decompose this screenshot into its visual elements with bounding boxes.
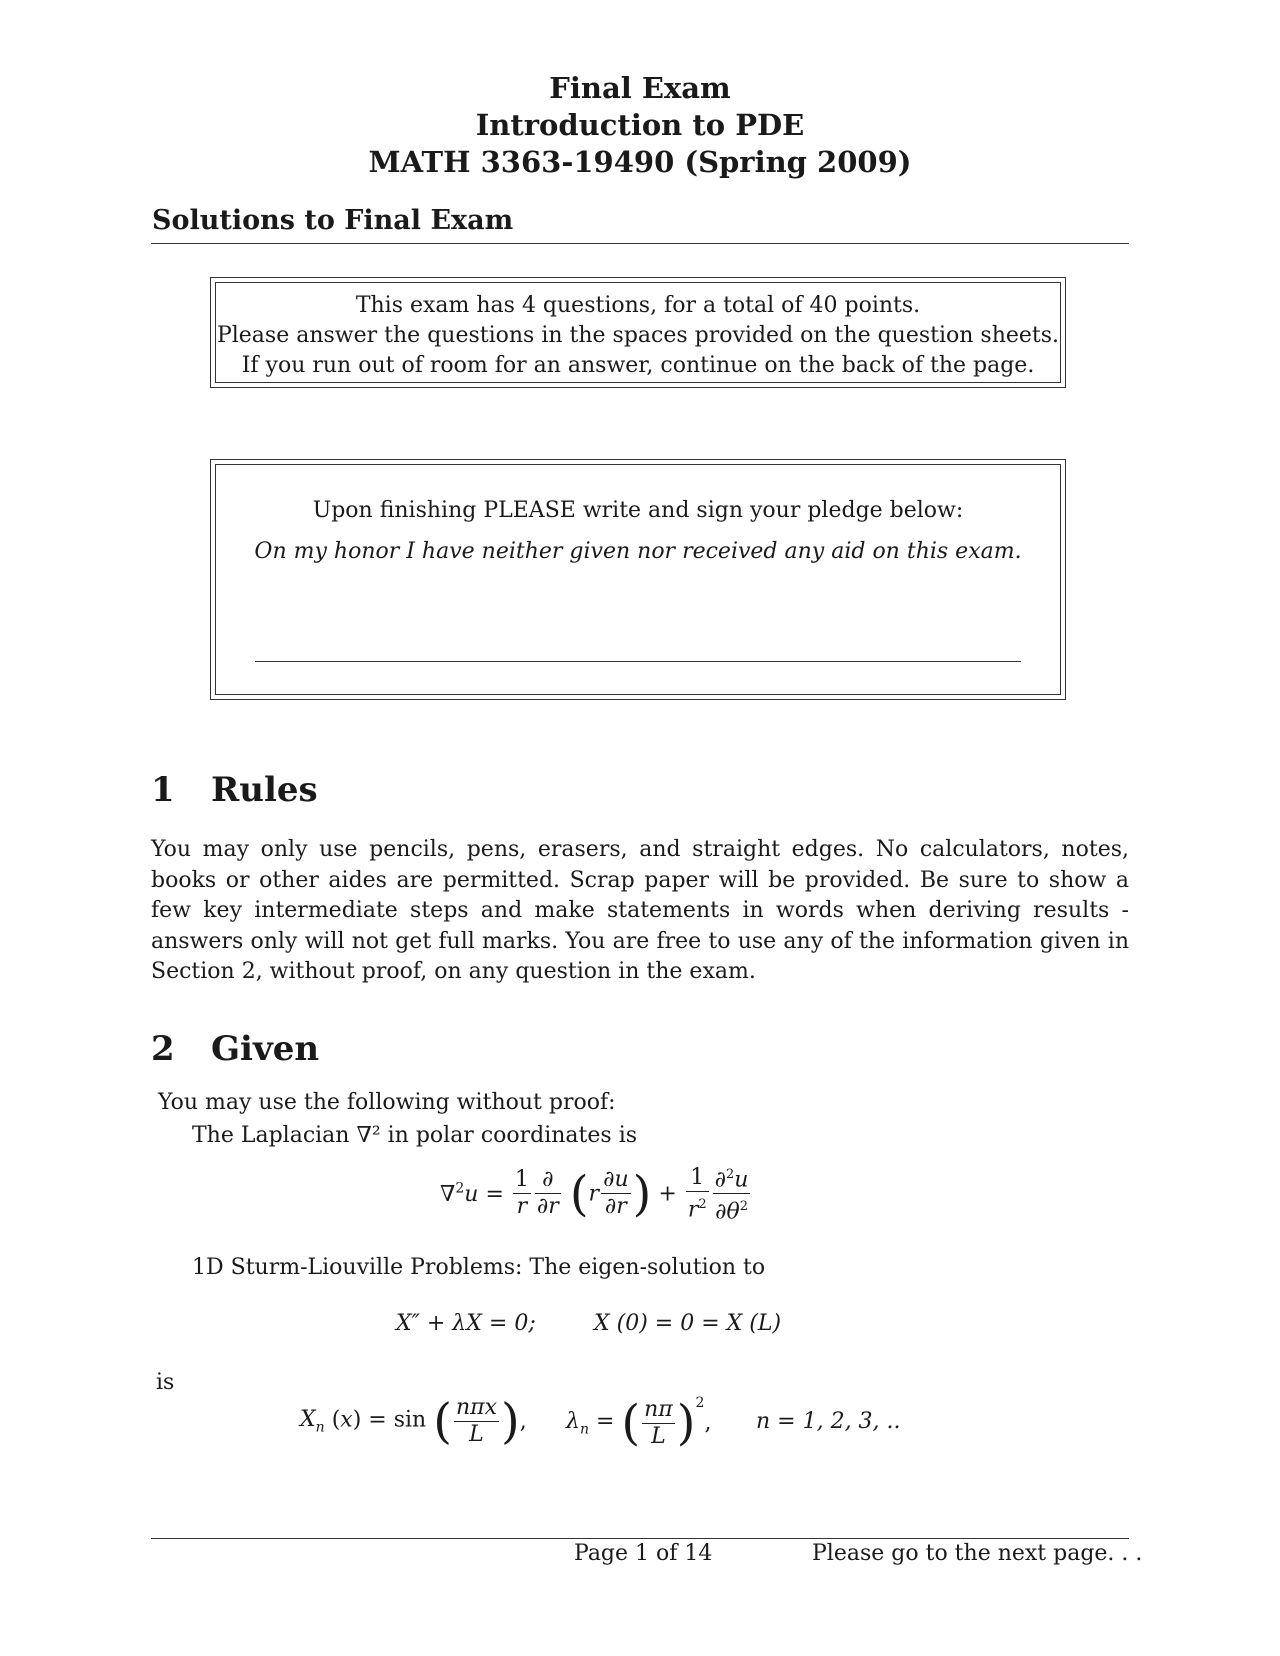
title-line-1: Final Exam bbox=[549, 71, 731, 105]
subtitle-rule bbox=[151, 243, 1129, 244]
pledge-instruction: Upon finishing PLEASE write and sign your pledge below: bbox=[312, 498, 964, 523]
section-2-number: 2 bbox=[151, 1029, 175, 1069]
section-1-heading bbox=[151, 770, 318, 810]
exam-title bbox=[0, 70, 1280, 181]
section-1-title: Rules bbox=[211, 770, 318, 810]
sturm-liouville-text: 1D Sturm-Liouville Problems: The eigen-solution to bbox=[192, 1255, 766, 1280]
section-2-title: Given bbox=[211, 1029, 320, 1069]
eigenvalue: $\lambda_n$ = ( $\frac{n\pi}{L}$ )$^2$, bbox=[566, 1395, 712, 1451]
info-box bbox=[210, 277, 1066, 388]
laplacian-text: The Laplacian ∇² in polar coordinates is bbox=[192, 1123, 638, 1148]
subtitle: Solutions to Final Exam bbox=[152, 205, 514, 236]
sl-ode: X″ + λX = 0; bbox=[396, 1311, 536, 1336]
signature-line[interactable] bbox=[255, 661, 1021, 662]
section-1-number: 1 bbox=[151, 770, 175, 810]
rules-paragraph: You may only use pencils, pens, erasers, and straight edges. No calculators, notes, books or other aides are permitted. Scrap paper will be provided. Be sure to show a few key intermediate steps and make statements in words when deriving results - answers only will not get full marks. You are free to use any of the information given in Section 2, without proof, on any question in the exam. bbox=[151, 837, 1129, 984]
title-line-2: Introduction to PDE bbox=[475, 108, 805, 142]
title-line-3: MATH 3363-19490 (Spring 2009) bbox=[368, 145, 912, 179]
section-2-heading bbox=[151, 1029, 319, 1069]
given-intro: You may use the following without proof: bbox=[158, 1090, 616, 1115]
info-line-3: If you run out of room for an answer, continue on the back of the page. bbox=[241, 353, 1035, 378]
page-number: Page 1 of 14 bbox=[574, 1541, 713, 1566]
info-line-1: This exam has 4 questions, for a total of 40 points. bbox=[355, 293, 921, 318]
eigenfunction: $X_n$ (x) = sin ( $\frac{\text{nπx}}{L}$ ), bbox=[300, 1393, 527, 1450]
laplacian-equation: ∇$^2$u = $\frac{1}{r}$ $\frac{\partial}{\partial r}$ (r $\frac{\partial u}{\partial r}$ ) + $\frac{1}{r^2}$ $\frac{\partial^2u}{\partial\theta^2}$ bbox=[440, 1162, 752, 1226]
sl-boundary-conditions: X (0) = 0 = X (L) bbox=[594, 1311, 782, 1336]
info-line-2: Please answer the questions in the spaces provided on the question sheets. bbox=[216, 323, 1060, 348]
footer-rule bbox=[151, 1538, 1129, 1539]
is-text: is bbox=[156, 1370, 175, 1395]
pledge-box bbox=[210, 459, 1066, 700]
n-range: n = 1, 2, 3, .. bbox=[756, 1409, 901, 1434]
pledge-statement: On my honor I have neither given nor received any aid on this exam. bbox=[254, 539, 1022, 564]
next-page-note: Please go to the next page. . . bbox=[812, 1541, 1143, 1566]
